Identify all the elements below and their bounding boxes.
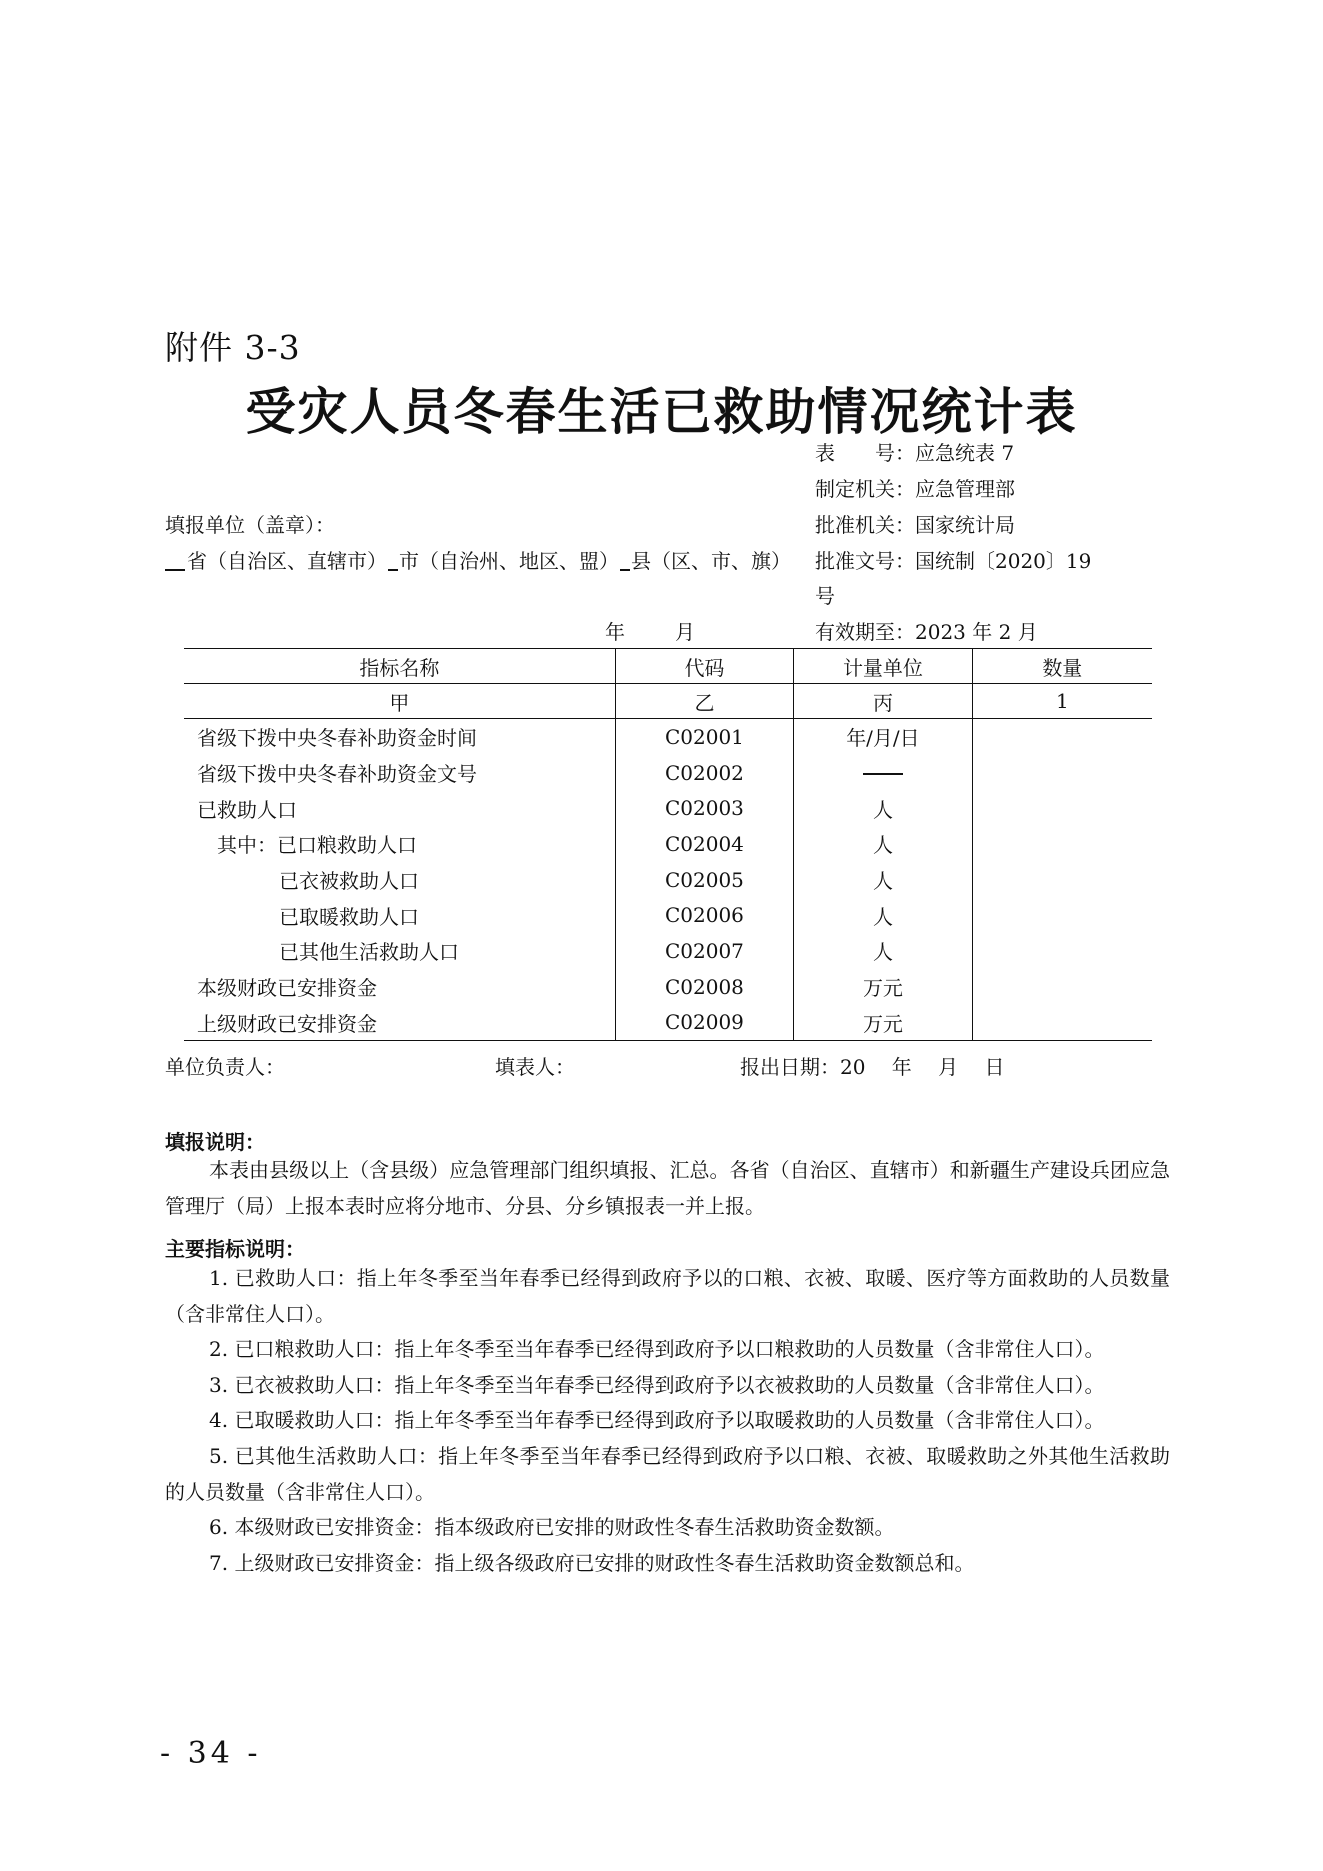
list-item: 7. 上级财政已安排资金：指上级各级政府已安排的财政性冬春生活救助资金数额总和。 xyxy=(209,1550,975,1575)
row-name: 省级下拨中央冬春补助资金时间 xyxy=(197,726,477,751)
table-header-row xyxy=(184,649,1152,684)
row-unit: 人 xyxy=(794,897,972,933)
row-unit: 人 xyxy=(794,826,972,862)
row-name: 已救助人口 xyxy=(197,797,297,822)
period-year: 年 xyxy=(605,620,625,644)
list-item: 4. 已取暖救助人口：指上年冬季至当年春季已经得到政府予以取暖救助的人员数量（含非常住人口）。 xyxy=(209,1408,1105,1433)
filling-instructions-heading: 填报说明： xyxy=(165,1130,265,1154)
meta-approver: 批准机关：国家统计局 xyxy=(815,513,1015,537)
list-item: 6. 本级财政已安排资金：指本级政府已安排的财政性冬春生活救助资金数额。 xyxy=(209,1515,895,1540)
region-province: 省（自治区、直辖市） xyxy=(187,549,387,573)
statistics-table xyxy=(184,648,1152,1041)
row-quantity-cell[interactable] xyxy=(972,790,1152,826)
header-quantity: 数量 xyxy=(972,649,1152,684)
table-row xyxy=(184,862,1152,898)
header-indicator: 指标名称 xyxy=(184,649,615,684)
row-name: 已衣被救助人口 xyxy=(279,869,419,894)
table-subheader-row xyxy=(184,684,1152,719)
table-row xyxy=(184,719,1152,755)
row-quantity-cell[interactable] xyxy=(972,719,1152,755)
table-row xyxy=(184,790,1152,826)
list-item: 5. 已其他生活救助人口：指上年冬季至当年春季已经得到政府予以口粮、衣被、取暖救助之外其他生活救助的人员数量（含非常住人口）。 xyxy=(165,1443,1170,1504)
row-name: 本级财政已安排资金 xyxy=(197,976,377,1001)
table-row xyxy=(184,755,1152,791)
attachment-label: 附件 3-3 xyxy=(165,328,301,367)
row-quantity-cell[interactable] xyxy=(972,933,1152,969)
row-code: C02003 xyxy=(615,790,794,826)
dash-mark xyxy=(863,773,903,775)
report-date-label: 报出日期：20 年 月 日 xyxy=(740,1055,1005,1079)
meta-document-number: 批准文号：国统制〔2020〕19 xyxy=(815,549,1092,573)
page-number: - 34 - xyxy=(160,1736,262,1771)
period-line xyxy=(605,621,695,643)
row-quantity-cell[interactable] xyxy=(972,755,1152,791)
row-code: C02001 xyxy=(615,719,794,755)
filler-unit-label: 填报单位（盖章）： xyxy=(165,513,335,537)
row-unit: 年/月/日 xyxy=(794,719,972,755)
subheader-quantity: 1 xyxy=(972,684,1152,719)
subheader-code: 乙 xyxy=(615,684,794,719)
list-item: 3. 已衣被救助人口：指上年冬季至当年春季已经得到政府予以衣被救助的人员数量（含非常住人口）。 xyxy=(209,1372,1105,1397)
list-item: 1. 已救助人口：指上年冬季至当年春季已经得到政府予以的口粮、衣被、取暖、医疗等方面救助的人员数量（含非常住人口）。 xyxy=(165,1266,1170,1326)
row-quantity-cell[interactable] xyxy=(972,826,1152,862)
city-blank[interactable] xyxy=(388,551,398,571)
row-unit: 人 xyxy=(794,862,972,898)
meta-table-number: 表 号：应急统表 7 xyxy=(815,441,1015,465)
row-name: 省级下拨中央冬春补助资金文号 xyxy=(197,762,477,787)
row-name: 已取暖救助人口 xyxy=(279,904,419,929)
meta-issuing-org: 制定机关：应急管理部 xyxy=(815,477,1015,501)
row-quantity-cell[interactable] xyxy=(972,1005,1152,1041)
row-unit xyxy=(794,755,972,791)
subheader-unit: 丙 xyxy=(794,684,972,719)
preparer-label: 填表人： xyxy=(495,1055,575,1079)
row-name: 已其他生活救助人口 xyxy=(279,940,459,965)
row-name: 上级财政已安排资金 xyxy=(184,1005,615,1041)
row-quantity-cell[interactable] xyxy=(972,969,1152,1005)
row-quantity-cell[interactable] xyxy=(972,862,1152,898)
table-row xyxy=(184,933,1152,969)
indicator-notes-heading: 主要指标说明： xyxy=(165,1237,305,1261)
row-name: 其中：已口粮救助人口 xyxy=(217,833,417,858)
table-row xyxy=(184,969,1152,1005)
region-county: 县（区、市、旗） xyxy=(631,549,791,573)
subheader-indicator: 甲 xyxy=(184,684,615,719)
row-unit: 万元 xyxy=(794,969,972,1005)
region-city: 市（自治州、地区、盟） xyxy=(399,549,619,573)
indicator-notes-list xyxy=(165,1261,1170,1581)
row-code: C02004 xyxy=(615,826,794,862)
row-code: C02002 xyxy=(615,755,794,791)
meta-valid-until: 有效期至：2023 年 2 月 xyxy=(815,620,1038,644)
table-row xyxy=(184,826,1152,862)
list-item: 2. 已口粮救助人口：指上年冬季至当年春季已经得到政府予以口粮救助的人员数量（含非常住人口）。 xyxy=(209,1337,1105,1362)
table-row xyxy=(184,897,1152,933)
meta-document-number-cont: 号 xyxy=(815,584,835,608)
row-unit: 万元 xyxy=(794,1005,972,1041)
document-title: 受灾人员冬春生活已救助情况统计表 xyxy=(245,382,1078,441)
table-row xyxy=(184,1005,1152,1041)
row-code: C02009 xyxy=(615,1005,794,1041)
filling-instructions-text: 本表由县级以上（含县级）应急管理部门组织填报、汇总。各省（自治区、直辖市）和新疆生产建设兵团应急管理厅（局）上报本表时应将分地市、分县、分乡镇报表一并上报。 xyxy=(165,1158,1170,1218)
province-blank[interactable] xyxy=(165,551,185,571)
county-blank[interactable] xyxy=(620,551,630,571)
row-code: C02006 xyxy=(615,897,794,933)
header-code: 代码 xyxy=(615,649,794,684)
row-code: C02005 xyxy=(615,862,794,898)
period-month: 月 xyxy=(675,620,695,644)
row-quantity-cell[interactable] xyxy=(972,897,1152,933)
row-unit: 人 xyxy=(794,933,972,969)
unit-leader-label: 单位负责人： xyxy=(165,1055,285,1079)
row-code: C02007 xyxy=(615,933,794,969)
header-unit: 计量单位 xyxy=(794,649,972,684)
row-code: C02008 xyxy=(615,969,794,1005)
region-line xyxy=(165,550,791,572)
row-unit: 人 xyxy=(794,790,972,826)
